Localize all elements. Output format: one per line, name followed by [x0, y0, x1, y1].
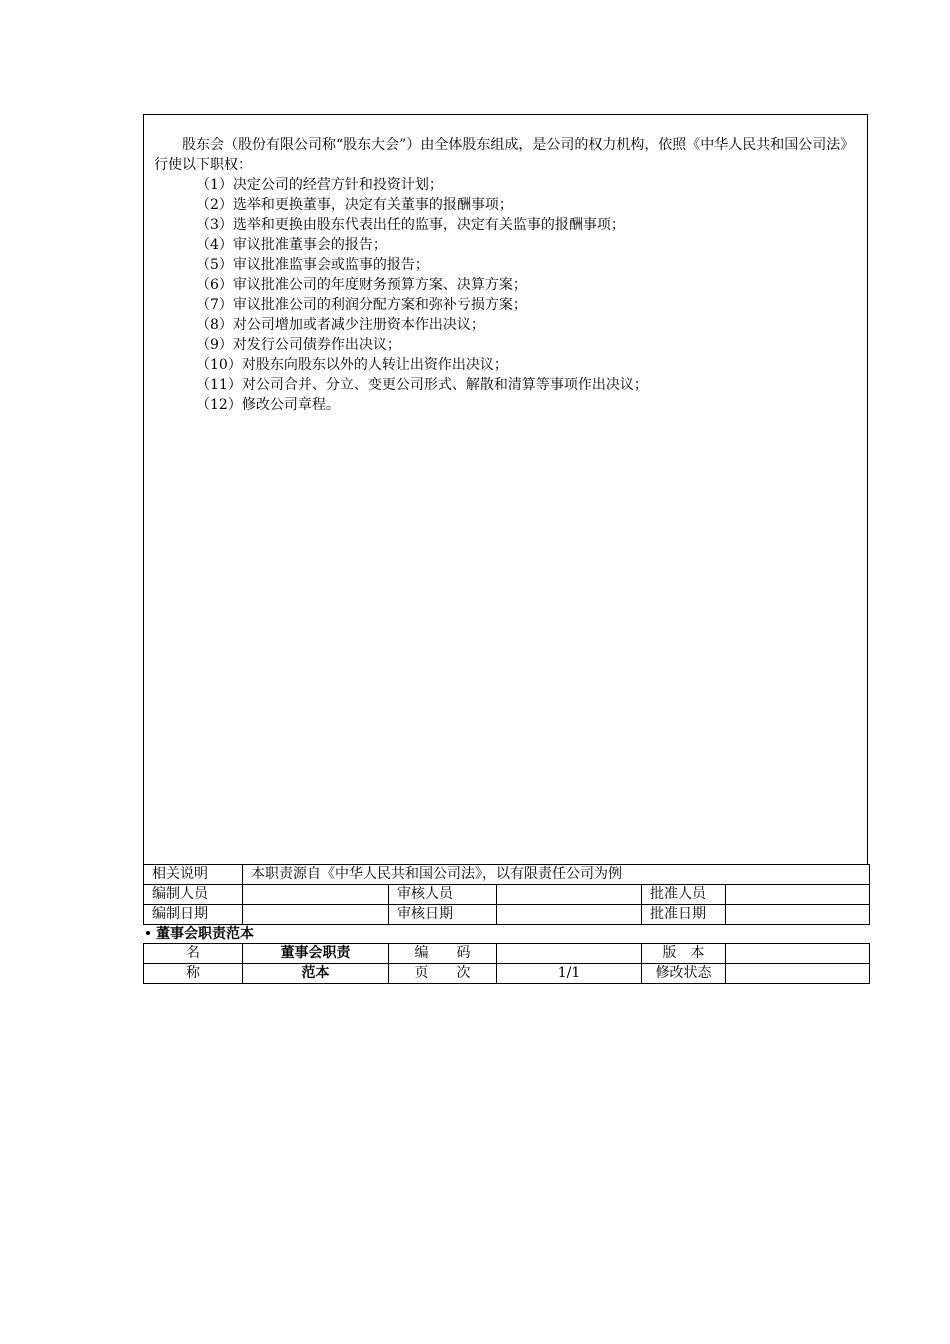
editor-label: 编制人员	[144, 885, 243, 905]
duty-item-9: （9）对发行公司债券作出决议；	[196, 337, 401, 353]
duty-item-3: （3）选举和更换由股东代表出任的监事，决定有关监事的报酬事项；	[196, 217, 625, 233]
name-value-top: 董事会职责	[243, 944, 389, 964]
duties-content	[154, 135, 859, 415]
editor-value[interactable]	[243, 885, 389, 905]
page-value: 1/1	[497, 964, 642, 984]
approve-date-value[interactable]	[726, 905, 870, 925]
meta-table	[143, 943, 870, 984]
meta-row-2	[144, 964, 870, 984]
meta-row-1	[144, 944, 870, 964]
code-label: 编 码	[389, 944, 497, 964]
personnel-row	[144, 885, 870, 905]
section-title	[146, 925, 254, 943]
approve-date-label: 批准日期	[642, 905, 726, 925]
name-value-bottom: 范本	[243, 964, 389, 984]
code-value	[497, 944, 642, 964]
page-label: 页 次	[389, 964, 497, 984]
reviewer-label: 审核人员	[389, 885, 497, 905]
duty-item-10: （10）对股东向股东以外的人转让出资作出决议；	[196, 357, 508, 373]
edit-date-label: 编制日期	[144, 905, 243, 925]
related-label: 相关说明	[144, 865, 243, 885]
review-date-value[interactable]	[497, 905, 642, 925]
edit-date-value[interactable]	[243, 905, 389, 925]
duty-item-12: （12）修改公司章程。	[196, 397, 340, 413]
duty-item-6: （6）审议批准公司的年度财务预算方案、决算方案；	[196, 277, 527, 293]
info-table	[143, 864, 870, 925]
reviewer-value[interactable]	[497, 885, 642, 905]
duty-item-1: （1）决定公司的经营方针和投资计划；	[196, 177, 443, 193]
version-value	[726, 944, 870, 964]
intro-paragraph: 股东会（股份有限公司称“股东大会”）由全体股东组成，是公司的权力机构，依照《中华人民共和国公司法》行使以下职权：	[154, 137, 855, 173]
name-label-top: 名	[144, 944, 243, 964]
duty-item-11: （11）对公司合并、分立、变更公司形式、解散和清算等事项作出决议；	[196, 377, 648, 393]
duty-item-5: （5）审议批准监事会或监事的报告；	[196, 257, 429, 273]
duty-item-7: （7）审议批准公司的利润分配方案和弥补亏损方案；	[196, 297, 527, 313]
duty-item-2: （2）选举和更换董事，决定有关董事的报酬事项；	[196, 197, 513, 213]
related-row	[144, 865, 870, 885]
bullet-icon	[146, 931, 150, 935]
section-title-text: 董事会职责范本	[156, 926, 254, 942]
review-date-label: 审核日期	[389, 905, 497, 925]
related-value: 本职责源自《中华人民共和国公司法》，以有限责任公司为例	[243, 865, 870, 885]
version-label: 版 本	[642, 944, 726, 964]
approver-label: 批准人员	[642, 885, 726, 905]
date-row	[144, 905, 870, 925]
name-label-bottom: 称	[144, 964, 243, 984]
main-content-frame	[143, 114, 868, 864]
revision-label: 修改状态	[642, 964, 726, 984]
approver-value[interactable]	[726, 885, 870, 905]
revision-value	[726, 964, 870, 984]
duty-item-8: （8）对公司增加或者减少注册资本作出决议；	[196, 317, 485, 333]
duty-item-4: （4）审议批准董事会的报告；	[196, 237, 387, 253]
